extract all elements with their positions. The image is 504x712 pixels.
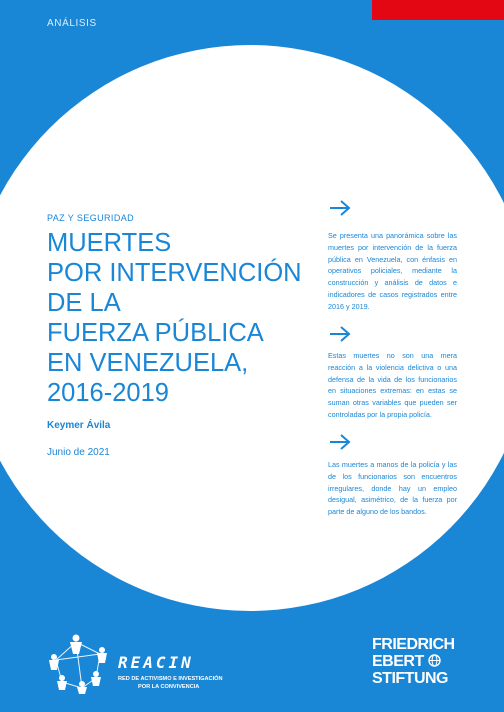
arrow-right-icon <box>328 325 352 343</box>
arrow-right-icon <box>328 199 352 217</box>
topic-kicker: PAZ Y SEGURIDAD <box>47 213 135 223</box>
title-line: DE LA <box>47 289 121 317</box>
title-line: FUERZA PÚBLICA <box>47 319 264 347</box>
fes-logo-line: STIFTUNG <box>372 670 448 687</box>
summary-point: Se presenta una panorámica sobre las muertes por intervención de la fuerza pública en Venezuela, con énfasis en operativos policiales, mediante la construcción y análisis de datos e indicadores de casos registrados entre 2016 y 2019. <box>328 231 457 311</box>
fes-logo <box>372 636 455 687</box>
arrow-right-icon <box>328 433 352 451</box>
summary-point: Estas muertes no son una mera reacción a la violencia delictiva o una defensa de la vida de los funcionarios en situaciones extremas: en estas se suman otras variables que pueden ser controladas por la propia policía. <box>328 351 457 419</box>
reacin-subtitle-line: POR LA CONVIVENCIA <box>138 684 200 690</box>
series-label: ANÁLISIS <box>47 18 97 29</box>
reacin-subtitle-line: RED DE ACTIVISMO E INVESTIGACIÓN <box>118 676 223 682</box>
reacin-subtitle <box>118 675 223 691</box>
fes-logo-word: EBERT <box>372 653 424 670</box>
author-name: Keymer Ávila <box>47 420 111 431</box>
title-line: MUERTES <box>47 229 172 257</box>
reacin-wordmark: REACIN <box>118 653 194 672</box>
globe-icon <box>428 654 441 667</box>
publication-date: Junio de 2021 <box>47 447 110 458</box>
title-line: EN VENEZUELA, <box>47 349 249 377</box>
title-line: POR INTERVENCIÓN <box>47 259 302 287</box>
title-line: 2016-2019 <box>47 379 169 407</box>
fes-logo-line: FRIEDRICH <box>372 636 455 653</box>
summary-point: Las muertes a manos de la policía y las de los funcionarios son encuentros irregulares, donde hay un empleo desigual, asimétrico, de la fuerza por parte de alguno de los bandos. <box>328 460 457 517</box>
red-accent-bar <box>372 0 504 20</box>
report-title <box>47 228 302 408</box>
fes-logo-line <box>372 653 455 670</box>
